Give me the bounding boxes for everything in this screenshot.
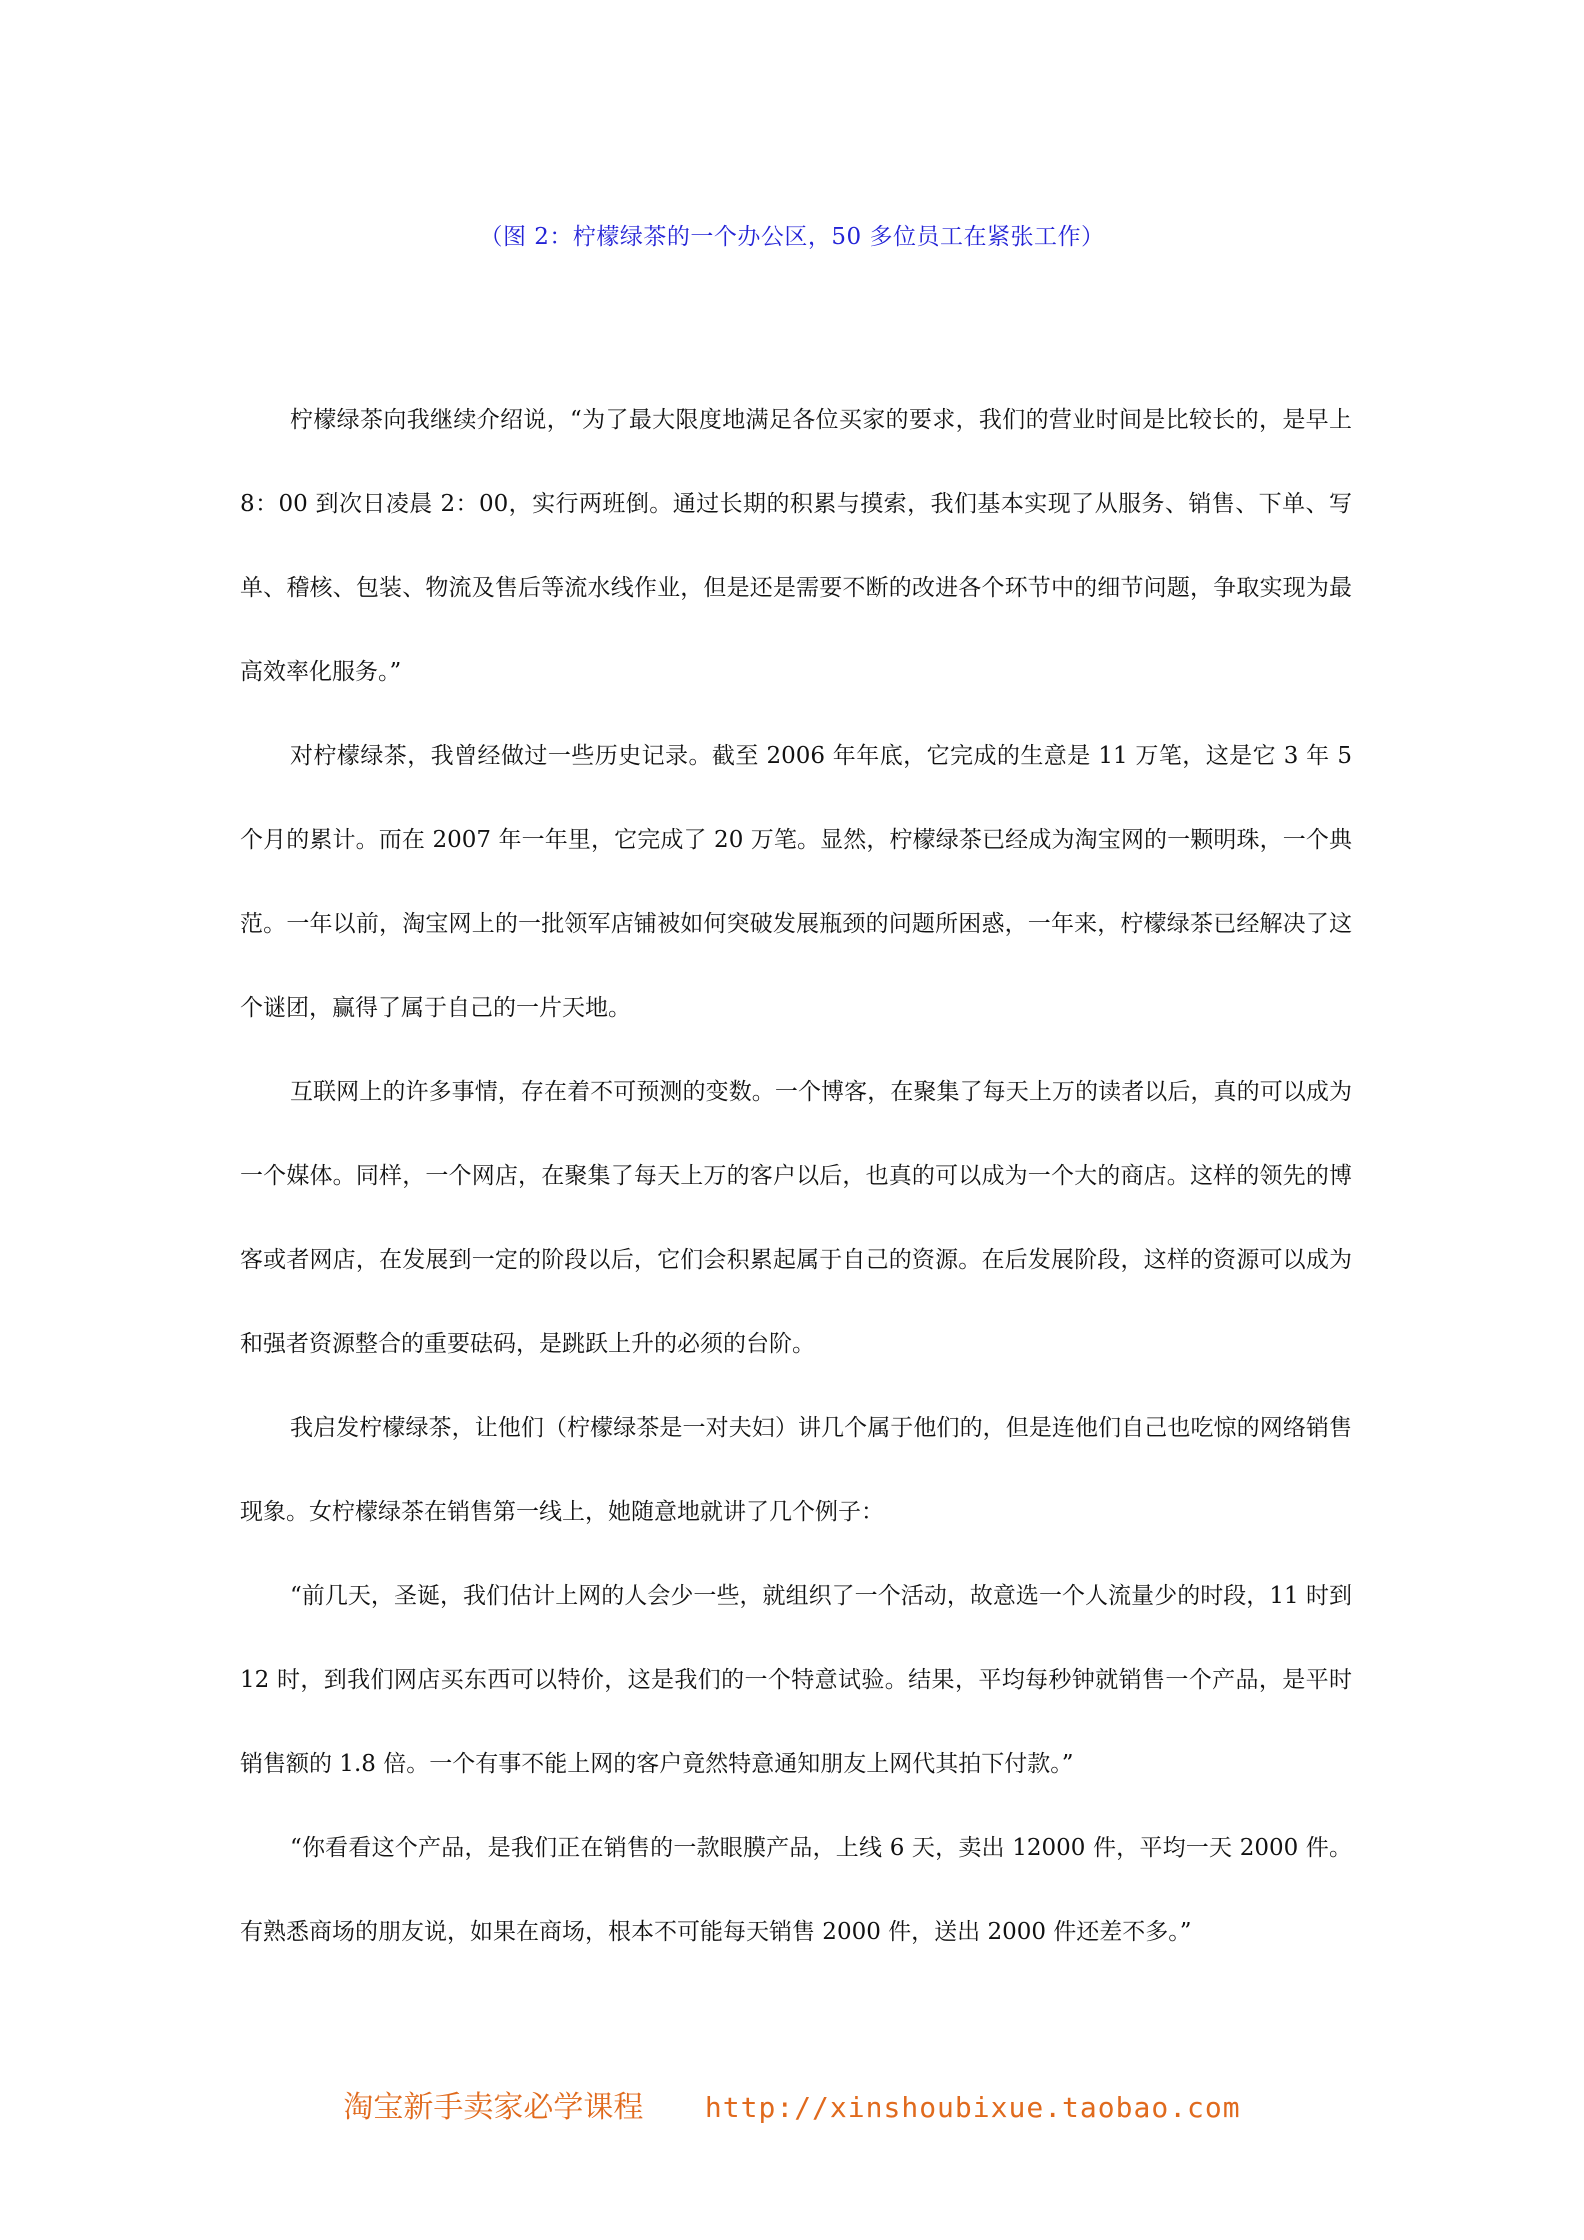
paragraph: “前几天，圣诞，我们估计上网的人会少一些，就组织了一个活动，故意选一个人流量少的时段，11 时到 12 时，到我们网店买东西可以特价，这是我们的一个特意试验。结果，平均每秒钟就销售一个产品，是平时销售额的 1.8 倍。一个有事不能上网的客户竟然特意通知朋友上网代其拍下付款。” [240, 1583, 1352, 1777]
paragraph: 对柠檬绿茶，我曾经做过一些历史记录。截至 2006 年年底，它完成的生意是 11 万笔，这是它 3 年 5 个月的累计。而在 2007 年一年里，它完成了 20 万笔。显然，柠檬绿茶已经成为淘宝网的一颗明珠，一个典范。一年以前，淘宝网上的一批领军店铺被如何突破发展瓶颈的问题所困惑，一年来，柠檬绿茶已经解决了这个谜团，赢得了属于自己的一片天地。 [240, 743, 1352, 1021]
paragraph: 我启发柠檬绿茶，让他们（柠檬绿茶是一对夫妇）讲几个属于他们的，但是连他们自己也吃惊的网络销售现象。女柠檬绿茶在销售第一线上，她随意地就讲了几个例子： [240, 1415, 1352, 1525]
footer-course-title: 淘宝新手卖家必学课程 [343, 2090, 644, 2125]
page-footer [0, 2082, 1584, 2126]
paragraph: 柠檬绿茶向我继续介绍说，“为了最大限度地满足各位买家的要求，我们的营业时间是比较长的，是早上 8：00 到次日凌晨 2：00，实行两班倒。通过长期的积累与摸索，我们基本实现了从服务、销售、下单、写单、稽核、包装、物流及售后等流水线作业，但是还是需要不断的改进各个环节中的细节问题，争取实现为最高效率化服务。” [240, 407, 1352, 685]
paragraph: “你看看这个产品，是我们正在销售的一款眼膜产品，上线 6 天，卖出 12000 件，平均一天 2000 件。有熟悉商场的朋友说，如果在商场，根本不可能每天销售 2000 件，送出 2000 件还差不多。” [240, 1835, 1352, 1945]
paragraph: 互联网上的许多事情，存在着不可预测的变数。一个博客，在聚集了每天上万的读者以后，真的可以成为一个媒体。同样，一个网店，在聚集了每天上万的客户以后，也真的可以成为一个大的商店。这样的领先的博客或者网店，在发展到一定的阶段以后，它们会积累起属于自己的资源。在后发展阶段，这样的资源可以成为和强者资源整合的重要砝码，是跳跃上升的必须的台阶。 [240, 1079, 1352, 1357]
figure-caption: （图 2：柠檬绿茶的一个办公区，50 多位员工在紧张工作） [479, 224, 1105, 250]
footer-url-link[interactable]: http://xinshoubixue.taobao.com [704, 2091, 1241, 2124]
article-body [240, 378, 1352, 1974]
